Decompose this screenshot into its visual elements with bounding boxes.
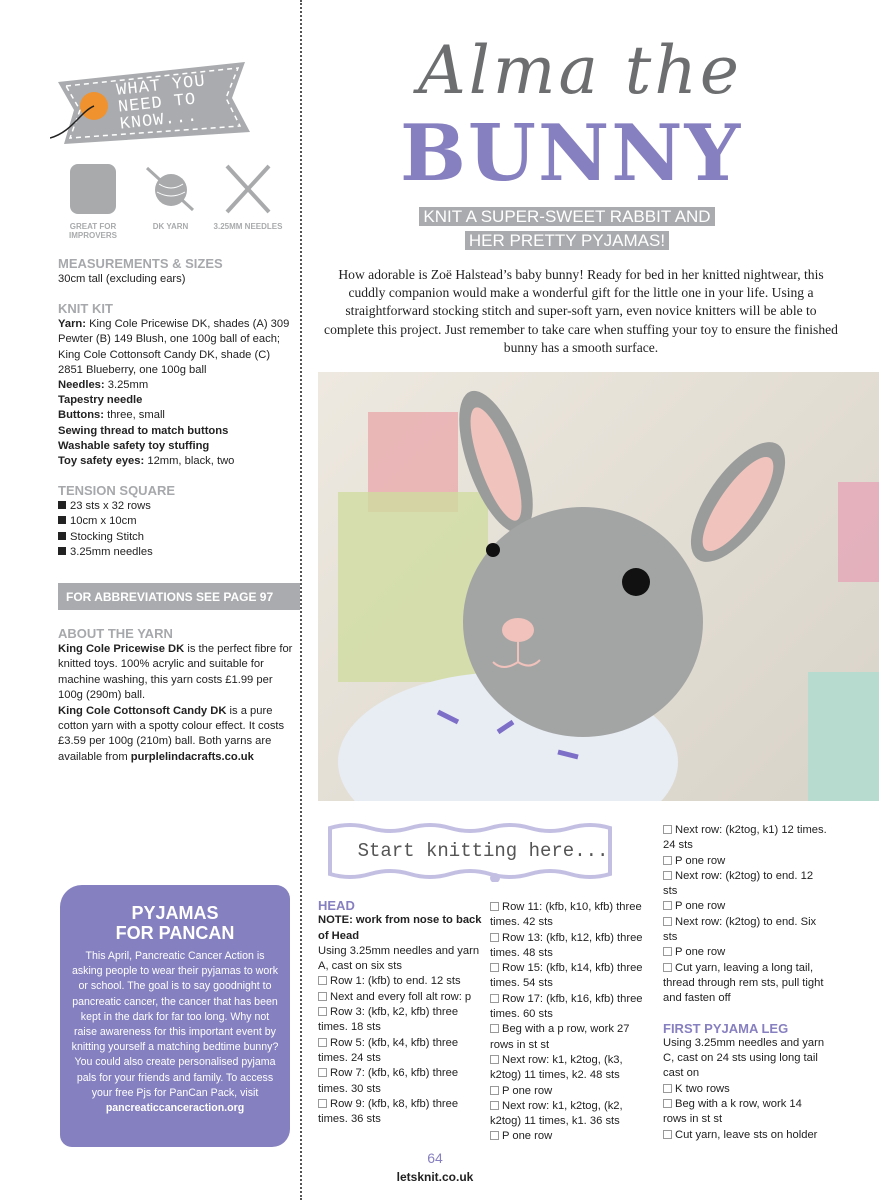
skill-icons	[58, 160, 283, 240]
pattern-row	[490, 1099, 650, 1130]
pattern-row-text: P one row	[675, 854, 726, 867]
column-divider	[300, 0, 302, 1200]
tension-text: 23 sts x 32 rows	[70, 500, 151, 513]
kit-item-text: 3.25mm	[104, 379, 149, 392]
pancan-title-2: FOR PANCAN	[115, 923, 235, 943]
pattern-row-text: Row 1: (kfb) to end. 12 sts	[330, 975, 461, 988]
pattern-row-text: Row 3: (kfb, k2, kfb) three times. 18 sts	[318, 1006, 459, 1034]
icon-label: 3.25MM NEEDLES	[213, 222, 283, 231]
kit-item-text: King Cole Pricewise DK, shades (A) 309 Pewter (B) 149 Blush, one 100g ball of each; King Cole Cottonsoft Candy DK, shade (C) 2851 Blueberry, one 100g ball	[58, 318, 290, 376]
page-title: BUNNY	[400, 108, 743, 199]
icon-label: DK YARN	[152, 222, 189, 231]
kit-item-label: Tapestry needle	[58, 394, 143, 407]
pattern-column-1	[318, 898, 483, 1127]
pattern-row	[490, 1129, 650, 1144]
checkbox[interactable]	[663, 825, 672, 834]
pattern-row-text: Cut yarn, leave sts on holder	[675, 1128, 818, 1141]
pattern-row-text: Row 11: (kfb, k10, kfb) three times. 42 sts	[490, 901, 642, 929]
checkbox[interactable]	[318, 976, 327, 985]
pancan-text: This April, Pancreatic Cancer Action is asking people to wear their pyjamas to work or school. The goal is to say goodnight to pancreatic cancer, the cancer that has been kept in the dark for far too long. Why not raise awareness for this important event by knitting yourself a matching bedtime bunny? You could also create personalised pyjama pals for your friends and family. To access your free Pjs for PanCan Pack, visit	[71, 950, 279, 1099]
checkbox[interactable]	[663, 917, 672, 926]
yarn-name: King Cole Pricewise DK	[58, 643, 185, 655]
pattern-column-3	[663, 823, 828, 1143]
tension-item	[58, 499, 294, 514]
kit-item-label: Buttons:	[58, 409, 104, 422]
pattern-row-text: Beg with a k row, work 14 rows in st st	[663, 1098, 802, 1126]
icon-label: GREAT FOR IMPROVERS	[68, 222, 117, 240]
checkbox[interactable]	[318, 1068, 327, 1077]
about-yarn	[58, 626, 294, 765]
kit-item	[58, 424, 294, 439]
tension-item	[58, 514, 294, 529]
kit-item	[58, 393, 294, 408]
pattern-row-text: Next row: (k2tog, k1) 12 times. 24 sts	[663, 824, 827, 852]
checkbox[interactable]	[490, 933, 499, 942]
title-script: Alma the	[418, 32, 742, 109]
site-url[interactable]: letsknit.co.uk	[396, 1170, 474, 1184]
pattern-row-text: K two rows	[675, 1082, 730, 1095]
checkbox[interactable]	[490, 994, 499, 1003]
pattern-row	[318, 990, 483, 1005]
pattern-row-text: Cut yarn, leaving a long tail, thread through rem sts, pull tight and fasten off	[663, 961, 824, 1005]
tension-list	[58, 499, 294, 560]
banner-line-2: HER PRETTY PYJAMAS!	[465, 231, 669, 250]
measurements: 30cm tall (excluding ears)	[58, 273, 186, 285]
yarn-para	[58, 642, 294, 704]
pattern-row	[490, 931, 650, 962]
pattern-row-text: Next row: k1, k2tog, (k3, k2tog) 11 times, k2. 48 sts	[490, 1053, 623, 1082]
checkbox[interactable]	[663, 963, 672, 972]
pattern-row	[490, 900, 650, 931]
tension-text: Stocking Stitch	[70, 530, 144, 543]
requirements	[58, 256, 294, 560]
checkbox[interactable]	[663, 871, 672, 880]
stitch-icon-group	[58, 160, 128, 240]
measurements-heading: MEASUREMENTS & SIZES	[58, 256, 223, 271]
pattern-row	[663, 1097, 828, 1128]
pattern-row	[663, 869, 828, 900]
head-intro: Using 3.25mm needles and yarn A, cast on six sts	[318, 944, 480, 973]
checkbox[interactable]	[663, 901, 672, 910]
checkbox[interactable]	[318, 1099, 327, 1108]
abbreviations-bar: FOR ABBREVIATIONS SEE PAGE 97	[58, 583, 300, 610]
kit-item-text: three, small	[103, 409, 165, 422]
ribbon-text: WHAT YOU NEED TO KNOW...	[115, 72, 207, 135]
checkbox[interactable]	[490, 1101, 499, 1110]
kit-item-label: Toy safety eyes:	[58, 455, 145, 468]
checkbox[interactable]	[318, 1007, 327, 1016]
pattern-row	[663, 961, 828, 1007]
yarn-ball-icon	[141, 160, 201, 218]
pattern-row-text: Next row: (k2tog) to end. 12 sts	[663, 869, 814, 898]
yarn-name: King Cole Cottonsoft Candy DK	[58, 704, 227, 717]
checkbox[interactable]	[663, 1099, 672, 1108]
pattern-row-text: Next row: k1, k2tog, (k2, k2tog) 11 times, k1. 36 sts	[490, 1099, 623, 1128]
checkbox[interactable]	[490, 902, 499, 911]
checkbox[interactable]	[490, 1131, 499, 1140]
pattern-row	[490, 1053, 650, 1084]
tension-text: 10cm x 10cm	[70, 515, 137, 528]
kit-item-text: 12mm, black, two	[144, 455, 235, 468]
page-number: 64	[427, 1150, 443, 1166]
head-note: NOTE: work from nose to back of Head	[318, 914, 482, 942]
yarn-desc: is the perfect fibre for knitted toys. 100% acrylic and suitable for machine washing, this yarn costs £1.99 per 100g (290m) ball.	[58, 643, 293, 702]
kit-item	[58, 439, 294, 454]
pattern-row	[490, 1084, 650, 1099]
pattern-row	[663, 1128, 828, 1143]
checkbox[interactable]	[663, 1130, 672, 1139]
leg-heading: FIRST PYJAMA LEG	[663, 1020, 789, 1036]
pattern-row-text: Next and every foll alt row: p	[330, 990, 472, 1003]
pattern-row-text: Row 9: (kfb, k8, kfb) three times. 36 sts	[318, 1097, 459, 1126]
yarn-desc: is a pure cotton yarn with a spotty colour effect. It costs £3.59 per 100g (210m) ball. Both yarns are available from	[58, 704, 285, 763]
pattern-row	[490, 1022, 650, 1053]
pancan-body	[70, 949, 280, 1116]
checkbox[interactable]	[663, 1084, 672, 1093]
pattern-row-text: P one row	[675, 946, 726, 959]
checkbox[interactable]	[318, 992, 327, 1001]
pattern-row-text: Row 13: (kfb, k12, kfb) three times. 48 sts	[490, 931, 643, 959]
pattern-row	[318, 974, 483, 989]
pattern-row	[663, 945, 828, 960]
yarn-icon-group	[136, 160, 206, 240]
checkbox[interactable]	[490, 1024, 499, 1033]
pancan-title	[70, 903, 280, 943]
kit-item	[58, 454, 294, 469]
tension-text: 3.25mm needles	[70, 545, 153, 558]
pattern-row-text: P one row	[675, 900, 726, 913]
pancan-title-1: PYJAMAS	[131, 903, 219, 923]
pattern-row-text: Row 7: (kfb, k6, kfb) three times. 30 sts	[318, 1067, 459, 1095]
needles-icon	[221, 160, 275, 218]
kit-item-label: Yarn:	[58, 318, 86, 331]
yarn-heading: ABOUT THE YARN	[58, 626, 173, 641]
yarn-para	[58, 704, 294, 766]
pattern-row	[663, 854, 828, 869]
bullet-square-icon	[58, 532, 66, 540]
kit-item	[58, 317, 294, 378]
tension-heading: TENSION SQUARE	[58, 483, 176, 499]
pattern-row-text: Beg with a p row, work 27 rows in st st	[490, 1023, 630, 1051]
yarn-text	[58, 642, 294, 765]
pattern-row-text: Row 17: (kfb, k16, kfb) three times. 60 sts	[490, 992, 643, 1021]
kit-item	[58, 408, 294, 423]
kit-heading: KNIT KIT	[58, 301, 113, 317]
pattern-row	[663, 1082, 828, 1097]
bullet-square-icon	[58, 516, 66, 524]
tension-item	[58, 530, 294, 545]
banner-line-1: KNIT A SUPER-SWEET RABBIT AND	[419, 207, 714, 226]
kit-item	[58, 378, 294, 393]
pattern-row	[318, 1036, 483, 1067]
pattern-row	[663, 915, 828, 946]
pattern-row	[663, 823, 828, 854]
pattern-row-text: Next row: (k2tog) to end. Six sts	[663, 915, 817, 944]
kit-item-label: Washable safety toy stuffing	[58, 439, 210, 452]
pattern-row	[663, 899, 828, 914]
tension-item	[58, 545, 294, 560]
stitch-icon	[66, 160, 120, 218]
pancan-box	[60, 885, 290, 1147]
checkbox[interactable]	[318, 1038, 327, 1047]
head-heading: HEAD	[318, 898, 355, 913]
pattern-row-text: Row 5: (kfb, k4, kfb) three times. 24 sts	[318, 1036, 459, 1064]
pattern-row	[490, 992, 650, 1023]
subtitle-banner	[397, 205, 737, 253]
intro-paragraph: How adorable is Zoë Halstead’s baby bunny! Ready for bed in her knitted nightwear, this cuddly companion would make a wonderful gift for the little one in your life. Using a straightforward stocking stitch and super-soft yarn, even novice knitters will be able to complete this project. Just remember to take care when stuffing your toy to ensure the finished bunny has a smooth surface.	[324, 267, 838, 355]
pattern-row	[490, 961, 650, 992]
pancan-link[interactable]: pancreaticcanceraction.org	[105, 1102, 245, 1115]
leg-intro: Using 3.25mm needles and yarn C, cast on 24 sts using long tail cast on	[663, 1036, 825, 1080]
needles-icon-group	[213, 160, 283, 240]
pattern-row	[318, 1097, 483, 1128]
checkbox[interactable]	[663, 947, 672, 956]
checkbox[interactable]	[490, 963, 499, 972]
pattern-row	[318, 1005, 483, 1036]
pattern-row-text: Row 15: (kfb, k14, kfb) three times. 54 sts	[490, 962, 643, 990]
bullet-square-icon	[58, 547, 66, 555]
kit-item-label: Sewing thread to match buttons	[58, 424, 229, 437]
kit-item-label: Needles:	[58, 379, 105, 392]
yarn-link[interactable]: purplelindacrafts.co.uk	[130, 750, 254, 763]
pattern-row-text: P one row	[502, 1084, 553, 1097]
bullet-square-icon	[58, 501, 66, 509]
kit-list	[58, 317, 294, 469]
start-knitting-label: Start knitting here...	[357, 840, 609, 862]
bunny-photo	[318, 372, 879, 801]
checkbox[interactable]	[490, 1086, 499, 1095]
checkbox[interactable]	[490, 1055, 499, 1064]
pattern-row	[318, 1066, 483, 1097]
pattern-row-text: P one row	[502, 1130, 553, 1143]
checkbox[interactable]	[663, 856, 672, 865]
pattern-column-2	[490, 900, 650, 1145]
